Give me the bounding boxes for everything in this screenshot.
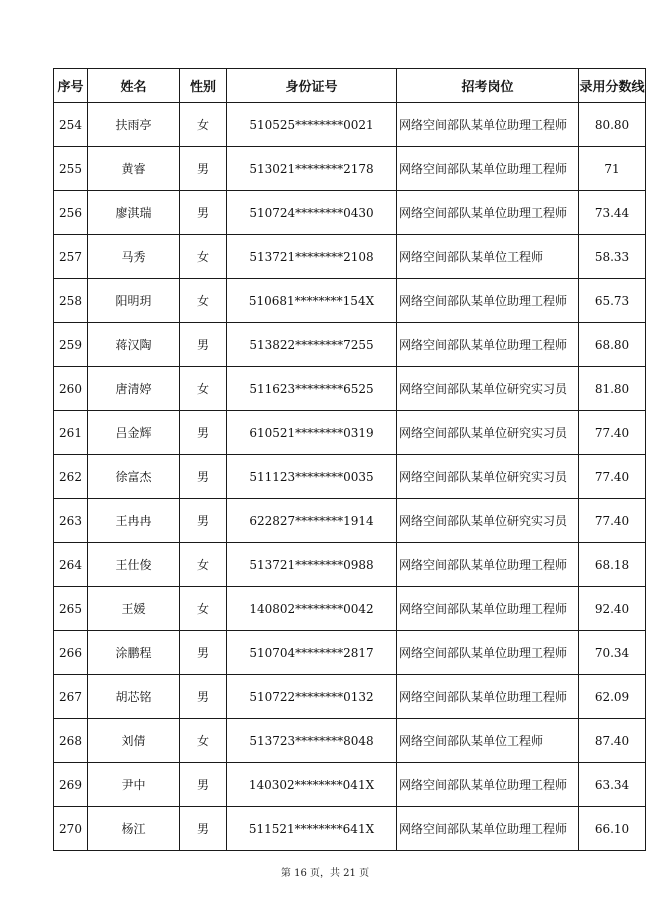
id-number-cell: 510525********0021 (227, 103, 397, 147)
header-id: 身份证号 (227, 69, 397, 103)
post-cell: 网络空间部队某单位助理工程师 (397, 675, 579, 719)
table-header-row (54, 69, 646, 103)
post-cell: 网络空间部队某单位研究实习员 (397, 499, 579, 543)
score-cell: 80.80 (579, 103, 646, 147)
id-number-cell: 622827********1914 (227, 499, 397, 543)
page-footer: 第 16 页，共 21 页 (280, 868, 370, 879)
seq-cell: 260 (54, 367, 88, 411)
gender-cell: 男 (180, 499, 227, 543)
post-cell: 网络空间部队某单位助理工程师 (397, 191, 579, 235)
post-cell: 网络空间部队某单位助理工程师 (397, 763, 579, 807)
header-gender: 性别 (180, 69, 227, 103)
gender-cell: 女 (180, 367, 227, 411)
name-cell: 马秀 (88, 235, 180, 279)
seq-cell: 262 (54, 455, 88, 499)
score-cell: 71 (579, 147, 646, 191)
post-cell: 网络空间部队某单位助理工程师 (397, 631, 579, 675)
id-number-cell: 510681********154X (227, 279, 397, 323)
seq-cell: 258 (54, 279, 88, 323)
table-row (54, 147, 646, 191)
post-cell: 网络空间部队某单位助理工程师 (397, 279, 579, 323)
name-cell: 胡芯铭 (88, 675, 180, 719)
name-cell: 蒋汉陶 (88, 323, 180, 367)
table-row (54, 191, 646, 235)
seq-cell: 270 (54, 807, 88, 851)
id-number-cell: 510724********0430 (227, 191, 397, 235)
score-cell: 73.44 (579, 191, 646, 235)
name-cell: 杨江 (88, 807, 180, 851)
post-cell: 网络空间部队某单位研究实习员 (397, 411, 579, 455)
name-cell: 王媛 (88, 587, 180, 631)
post-cell: 网络空间部队某单位助理工程师 (397, 323, 579, 367)
gender-cell: 男 (180, 807, 227, 851)
post-cell: 网络空间部队某单位助理工程师 (397, 587, 579, 631)
seq-cell: 264 (54, 543, 88, 587)
admission-table (53, 68, 646, 851)
id-number-cell: 513721********2108 (227, 235, 397, 279)
name-cell: 廖淇瑞 (88, 191, 180, 235)
id-number-cell: 140802********0042 (227, 587, 397, 631)
seq-cell: 263 (54, 499, 88, 543)
score-cell: 66.10 (579, 807, 646, 851)
table-row (54, 367, 646, 411)
seq-cell: 266 (54, 631, 88, 675)
seq-cell: 255 (54, 147, 88, 191)
table-row (54, 499, 646, 543)
table-row (54, 631, 646, 675)
score-cell: 65.73 (579, 279, 646, 323)
table-row (54, 103, 646, 147)
post-cell: 网络空间部队某单位研究实习员 (397, 367, 579, 411)
header-score: 录用分数线 (579, 69, 646, 103)
score-cell: 63.34 (579, 763, 646, 807)
score-cell: 77.40 (579, 411, 646, 455)
id-number-cell: 513723********8048 (227, 719, 397, 763)
gender-cell: 男 (180, 191, 227, 235)
id-number-cell: 510704********2817 (227, 631, 397, 675)
name-cell: 阳明玥 (88, 279, 180, 323)
name-cell: 唐清婷 (88, 367, 180, 411)
table-row (54, 807, 646, 851)
table-row (54, 411, 646, 455)
score-cell: 68.18 (579, 543, 646, 587)
gender-cell: 女 (180, 719, 227, 763)
id-number-cell: 513021********2178 (227, 147, 397, 191)
seq-cell: 257 (54, 235, 88, 279)
score-cell: 81.80 (579, 367, 646, 411)
id-number-cell: 511123********0035 (227, 455, 397, 499)
table-row (54, 587, 646, 631)
table-row (54, 543, 646, 587)
id-number-cell: 610521********0319 (227, 411, 397, 455)
score-cell: 87.40 (579, 719, 646, 763)
seq-cell: 254 (54, 103, 88, 147)
seq-cell: 256 (54, 191, 88, 235)
name-cell: 王冉冉 (88, 499, 180, 543)
id-number-cell: 513721********0988 (227, 543, 397, 587)
gender-cell: 男 (180, 631, 227, 675)
header-seq: 序号 (54, 69, 88, 103)
seq-cell: 268 (54, 719, 88, 763)
score-cell: 70.34 (579, 631, 646, 675)
table-row (54, 323, 646, 367)
gender-cell: 男 (180, 455, 227, 499)
header-post: 招考岗位 (397, 69, 579, 103)
score-cell: 77.40 (579, 499, 646, 543)
post-cell: 网络空间部队某单位助理工程师 (397, 543, 579, 587)
name-cell: 王仕俊 (88, 543, 180, 587)
post-cell: 网络空间部队某单位助理工程师 (397, 807, 579, 851)
name-cell: 扶雨亭 (88, 103, 180, 147)
name-cell: 刘倩 (88, 719, 180, 763)
score-cell: 62.09 (579, 675, 646, 719)
seq-cell: 267 (54, 675, 88, 719)
table-row (54, 719, 646, 763)
gender-cell: 女 (180, 235, 227, 279)
gender-cell: 女 (180, 103, 227, 147)
id-number-cell: 510722********0132 (227, 675, 397, 719)
id-number-cell: 513822********7255 (227, 323, 397, 367)
gender-cell: 男 (180, 763, 227, 807)
post-cell: 网络空间部队某单位助理工程师 (397, 103, 579, 147)
gender-cell: 男 (180, 411, 227, 455)
name-cell: 尹中 (88, 763, 180, 807)
name-cell: 黄睿 (88, 147, 180, 191)
id-number-cell: 511623********6525 (227, 367, 397, 411)
post-cell: 网络空间部队某单位工程师 (397, 719, 579, 763)
name-cell: 涂鹏程 (88, 631, 180, 675)
gender-cell: 男 (180, 147, 227, 191)
table-row (54, 763, 646, 807)
id-number-cell: 140302********041X (227, 763, 397, 807)
post-cell: 网络空间部队某单位研究实习员 (397, 455, 579, 499)
seq-cell: 261 (54, 411, 88, 455)
post-cell: 网络空间部队某单位助理工程师 (397, 147, 579, 191)
score-cell: 68.80 (579, 323, 646, 367)
table-row (54, 235, 646, 279)
gender-cell: 男 (180, 675, 227, 719)
score-cell: 92.40 (579, 587, 646, 631)
header-name: 姓名 (88, 69, 180, 103)
seq-cell: 269 (54, 763, 88, 807)
table-row (54, 455, 646, 499)
gender-cell: 女 (180, 587, 227, 631)
seq-cell: 265 (54, 587, 88, 631)
id-number-cell: 511521********641X (227, 807, 397, 851)
table-body (54, 103, 646, 851)
gender-cell: 男 (180, 323, 227, 367)
seq-cell: 259 (54, 323, 88, 367)
name-cell: 徐富杰 (88, 455, 180, 499)
table-row (54, 675, 646, 719)
score-cell: 58.33 (579, 235, 646, 279)
table-row (54, 279, 646, 323)
name-cell: 吕金辉 (88, 411, 180, 455)
score-cell: 77.40 (579, 455, 646, 499)
post-cell: 网络空间部队某单位工程师 (397, 235, 579, 279)
gender-cell: 女 (180, 543, 227, 587)
gender-cell: 女 (180, 279, 227, 323)
